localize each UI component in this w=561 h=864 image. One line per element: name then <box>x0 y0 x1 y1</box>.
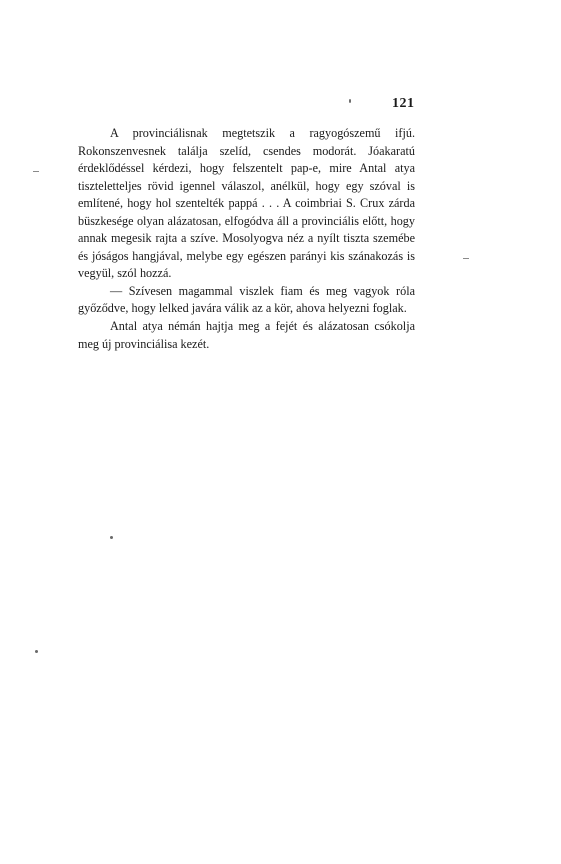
scan-speck <box>110 536 113 539</box>
paragraph-1: A provinciálisnak megtetszik a ragyogószemű ifjú. Rokonszenvesnek találja szelíd, csendes modorát. Jóakaratú érdeklődéssel kérdezi, hogy felszentelt pap-e, mire Antal atya tiszteletteljes rövid igennel válaszol, anélkül, hogy egy szóval is említené, hogy hol szentelték pappá . . . A coimbriai S. Crux zárda büszkesége olyan alázatosan, elfogódva áll a provinciális előtt, hogy annak megesik rajta a szíve. Mosolyogva néz a nyílt tiszta szemébe és jóságos hangjával, melybe egy egészen parányi kis szánakozás is vegyül, szól hozzá. <box>78 126 415 281</box>
scan-speck <box>35 650 38 653</box>
paragraph-3: Antal atya némán hajtja meg a fejét és alázatosan csókolja meg új provinciálisa kezét. <box>78 319 415 351</box>
page-number: 121 <box>392 96 415 111</box>
scan-speck <box>349 99 351 103</box>
scan-mark <box>33 171 39 172</box>
scan-mark <box>463 258 469 259</box>
text-block <box>78 125 415 353</box>
paragraph-2: — Szívesen magammal viszlek fiam és meg vagyok róla győződve, hogy lelked javára válik az a kör, ahova helyezni foglak. <box>78 283 415 316</box>
